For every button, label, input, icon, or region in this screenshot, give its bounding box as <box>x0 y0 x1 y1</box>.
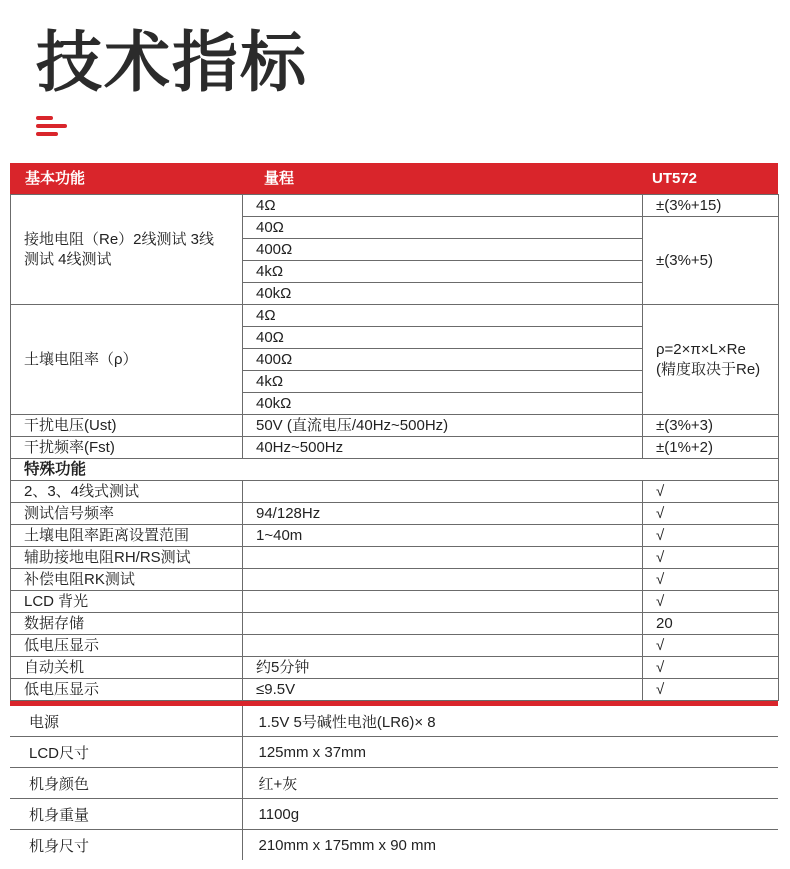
table-row <box>11 525 779 547</box>
row-label: 干扰频率(Fst) <box>11 437 243 459</box>
row-label: 机身尺寸 <box>10 830 242 861</box>
range-cell: 400Ω <box>243 349 643 371</box>
header-basic-function: 基本功能 <box>25 170 86 187</box>
row-label: LCD 背光 <box>11 591 243 613</box>
row-label: 低电压显示 <box>11 679 243 701</box>
table-row <box>11 657 779 679</box>
row-label: 辅助接地电阻RH/RS测试 <box>11 547 243 569</box>
value-cell: √ <box>643 547 779 569</box>
table-header <box>10 163 778 194</box>
function-table <box>10 194 779 701</box>
range-cell <box>243 547 643 569</box>
row-label: 补偿电阻RK测试 <box>11 569 243 591</box>
header-model: UT572 <box>652 170 698 187</box>
range-cell: 40Hz~500Hz <box>243 437 643 459</box>
table-row <box>10 768 778 799</box>
table-row <box>11 305 779 327</box>
range-cell <box>243 613 643 635</box>
spec-table <box>10 163 778 860</box>
table-row <box>11 547 779 569</box>
range-cell: 4Ω <box>243 195 643 217</box>
accuracy-cell: ρ=2×π×L×Re (精度取决于Re) <box>643 305 779 415</box>
accuracy-cell: ±(3%+15) <box>643 195 779 217</box>
menu-icon <box>36 116 72 146</box>
table-row <box>11 195 779 217</box>
row-label: LCD尺寸 <box>10 737 242 768</box>
table-row <box>11 591 779 613</box>
row-label: 数据存储 <box>11 613 243 635</box>
range-cell: 约5分钟 <box>243 657 643 679</box>
value-cell: 红+灰 <box>242 768 778 799</box>
value-cell: √ <box>643 569 779 591</box>
table-row <box>10 737 778 768</box>
table-row <box>11 481 779 503</box>
value-cell: 125mm x 37mm <box>242 737 778 768</box>
row-label: 机身颜色 <box>10 768 242 799</box>
value-cell: 1.5V 5号碱性电池(LR6)× 8 <box>242 706 778 737</box>
value-cell: √ <box>643 679 779 701</box>
row-label: 电源 <box>10 706 242 737</box>
accuracy-cell: ±(3%+5) <box>643 217 779 305</box>
range-cell: 50V (直流电压/40Hz~500Hz) <box>243 415 643 437</box>
range-cell: 94/128Hz <box>243 503 643 525</box>
range-cell: 1~40m <box>243 525 643 547</box>
row-label: 干扰电压(Ust) <box>11 415 243 437</box>
range-cell: 4Ω <box>243 305 643 327</box>
table-row <box>11 569 779 591</box>
value-cell: √ <box>643 591 779 613</box>
row-label: 2、3、4线式测试 <box>11 481 243 503</box>
table-row <box>11 635 779 657</box>
range-cell: 40Ω <box>243 217 643 239</box>
row-label: 土壤电阻率距离设置范围 <box>11 525 243 547</box>
general-table <box>10 706 778 860</box>
row-label: 低电压显示 <box>11 635 243 657</box>
range-cell: 40kΩ <box>243 283 643 305</box>
value-cell: √ <box>643 503 779 525</box>
page-title: 技术指标 <box>36 24 308 101</box>
range-cell <box>243 481 643 503</box>
table-row <box>11 415 779 437</box>
range-cell <box>243 591 643 613</box>
range-cell: ≤9.5V <box>243 679 643 701</box>
value-cell: 1100g <box>242 799 778 830</box>
value-cell: √ <box>643 525 779 547</box>
section-row <box>11 459 779 481</box>
range-cell: 40kΩ <box>243 393 643 415</box>
value-cell: 210mm x 175mm x 90 mm <box>258 836 437 854</box>
range-cell: 4kΩ <box>243 261 643 283</box>
row-label: 机身重量 <box>10 799 242 830</box>
value-cell: √ <box>643 481 779 503</box>
special-functions-title: 特殊功能 <box>11 459 779 481</box>
range-cell: 400Ω <box>243 239 643 261</box>
earth-resistance-label: 接地电阻（Re）2线测试 3线测试 4线测试 <box>11 195 243 305</box>
table-row <box>11 503 779 525</box>
soil-resistivity-label: 土壤电阻率（ρ） <box>11 305 243 415</box>
table-row <box>11 437 779 459</box>
range-cell: 4kΩ <box>243 371 643 393</box>
header-range: 量程 <box>264 170 295 187</box>
table-row <box>10 830 778 861</box>
range-cell <box>243 569 643 591</box>
accuracy-cell: ±(1%+2) <box>643 437 779 459</box>
table-row <box>11 679 779 701</box>
range-cell: 40Ω <box>243 327 643 349</box>
table-row <box>10 706 778 737</box>
accuracy-cell: ±(3%+3) <box>643 415 779 437</box>
table-row <box>11 613 779 635</box>
value-cell: √ <box>643 635 779 657</box>
row-label: 自动关机 <box>11 657 243 679</box>
row-label: 测试信号频率 <box>11 503 243 525</box>
range-cell <box>243 635 643 657</box>
table-row <box>10 799 778 830</box>
value-cell: 20 <box>643 613 779 635</box>
value-cell: √ <box>643 657 779 679</box>
